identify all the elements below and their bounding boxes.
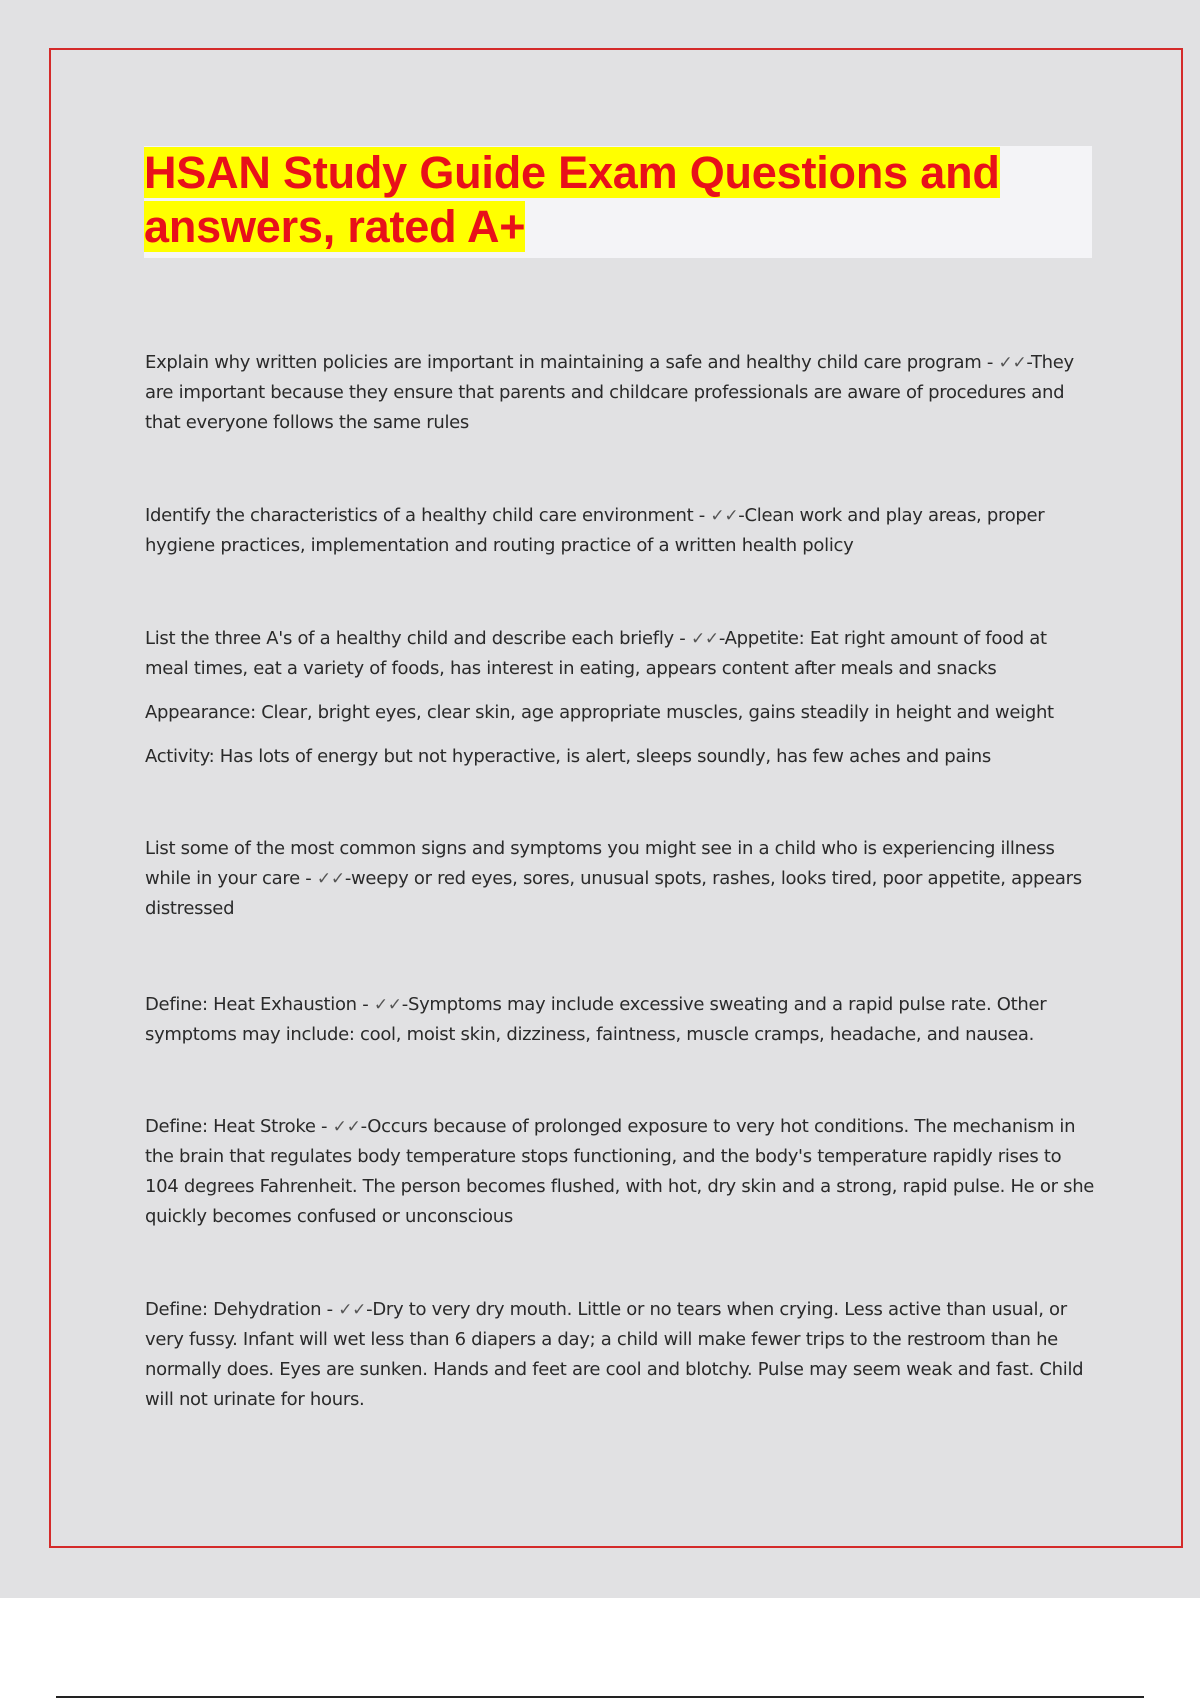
qa-extra-appearance: Appearance: Clear, bright eyes, clear skin, age appropriate muscles, gains steadily in height and weight (145, 702, 1054, 723)
question-text: Define: Heat Exhaustion (145, 994, 357, 1015)
qa-item-7 (145, 1295, 1095, 1415)
separator: - (356, 994, 374, 1015)
double-check-icon: ✓✓ (373, 995, 402, 1015)
title-block (144, 146, 1092, 258)
qa-item-4 (145, 834, 1095, 924)
double-check-icon: ✓✓ (998, 353, 1027, 373)
question-text: Define: Dehydration (145, 1299, 322, 1320)
qa-paragraph: Explain why written policies are important in maintaining a safe and healthy child care program - ✓✓-They are important because they ensure that parents and childcare professionals are aware of procedures and that everyone follows the same rules (145, 352, 1074, 433)
question-text: List some of the most common signs and symptoms you might see in a child who is experiencing illness while in your care (145, 838, 1055, 889)
question-text: Identify the characteristics of a healthy child care environment (145, 505, 694, 526)
answer-text: Appetite: Eat right amount of food at meal times, eat a variety of foods, has interest in eating, appears content after meals and snacks (145, 628, 1047, 679)
answer-text: Occurs because of prolonged exposure to very hot conditions. The mechanism in the brain that regulates body temperature stops functioning, and the body's temperature rapidly rises to 104 degrees Fahrenheit. The person becomes flushed, with hot, dry skin and a strong, rapid pulse. He or she quickly becomes confused or unconscious (145, 1116, 1095, 1227)
document-title-highlight: HSAN Study Guide Exam Questions and answers, rated A+ (144, 147, 1000, 252)
double-check-icon: ✓✓ (332, 1117, 361, 1137)
separator: - (315, 1116, 333, 1137)
double-check-icon: ✓✓ (316, 869, 345, 889)
qa-paragraph: Define: Heat Exhaustion - ✓✓-Symptoms may include excessive sweating and a rapid pulse rate. Other symptoms may include: cool, moist skin, dizziness, faintness, muscle cramps, headache, and nausea. (145, 994, 1047, 1045)
qa-paragraph: Identify the characteristics of a healthy child care environment - ✓✓-Clean work and play areas, proper hygiene practices, implementation and routing practice of a written health policy (145, 505, 1045, 556)
qa-paragraph: List some of the most common signs and symptoms you might see in a child who is experiencing illness while in your care - ✓✓-weepy or red eyes, sores, unusual spots, rashes, looks tired, poor appetite, appears distressed (145, 838, 1082, 919)
qa-paragraph: List the three A's of a healthy child and describe each briefly - ✓✓-Appetite: Eat right amount of food at meal times, eat a variety of foods, has interest in eating, appears content after meals and snacks (145, 628, 1047, 679)
answer-text: Symptoms may include excessive sweating and a rapid pulse rate. Other symptoms may include: cool, moist skin, dizziness, faintness, muscle cramps, headache, and nausea. (145, 994, 1047, 1045)
answer-text: Clean work and play areas, proper hygiene practices, implementation and routing practice of a written health policy (145, 505, 1045, 556)
double-check-icon: ✓✓ (690, 629, 719, 649)
answer-text: Dry to very dry mouth. Little or no tears when crying. Less active than usual, or very fussy. Infant will wet less than 6 diapers a day; a child will make fewer trips to the restroom than he normally does. Eyes are sunken. Hands and feet are cool and blotchy. Pulse may seem weak and fast. Child will not urinate for hours. (145, 1299, 1084, 1410)
separator: - (299, 868, 317, 889)
separator: - (693, 505, 711, 526)
qa-item-6 (145, 1112, 1095, 1232)
answer-text: They are important because they ensure that parents and childcare professionals are aware of procedures and that everyone follows the same rules (145, 352, 1074, 433)
separator: - (981, 352, 999, 373)
qa-item-2 (145, 501, 1095, 561)
question-text: Define: Heat Stroke (145, 1116, 316, 1137)
question-text: Explain why written policies are important in maintaining a safe and healthy child care program (145, 352, 982, 373)
double-check-icon: ✓✓ (338, 1300, 367, 1320)
qa-item-3 (145, 624, 1095, 772)
qa-item-5 (145, 990, 1095, 1050)
qa-extra-activity: Activity: Has lots of energy but not hyperactive, is alert, sleeps soundly, has few aches and pains (145, 746, 991, 767)
separator: - (321, 1299, 339, 1320)
question-text: List the three A's of a healthy child and describe each briefly (145, 628, 674, 649)
qa-paragraph: Define: Heat Stroke - ✓✓-Occurs because of prolonged exposure to very hot conditions. The mechanism in the brain that regulates body temperature stops functioning, and the body's temperature rapidly rises to 104 degrees Fahrenheit. The person becomes flushed, with hot, dry skin and a strong, rapid pulse. He or she quickly becomes confused or unconscious (145, 1116, 1095, 1227)
qa-item-1 (145, 348, 1095, 438)
qa-paragraph: Define: Dehydration - ✓✓-Dry to very dry mouth. Little or no tears when crying. Less active than usual, or very fussy. Infant will wet less than 6 diapers a day; a child will make fewer trips to the restroom than he normally does. Eyes are sunken. Hands and feet are cool and blotchy. Pulse may seem weak and fast. Child will not urinate for hours. (145, 1299, 1084, 1410)
answer-text: weepy or red eyes, sores, unusual spots, rashes, looks tired, poor appetite, appears distressed (145, 868, 1082, 919)
separator: - (673, 628, 691, 649)
bottom-divider (56, 1696, 1144, 1698)
double-check-icon: ✓✓ (710, 506, 739, 526)
document-title (144, 146, 1092, 254)
